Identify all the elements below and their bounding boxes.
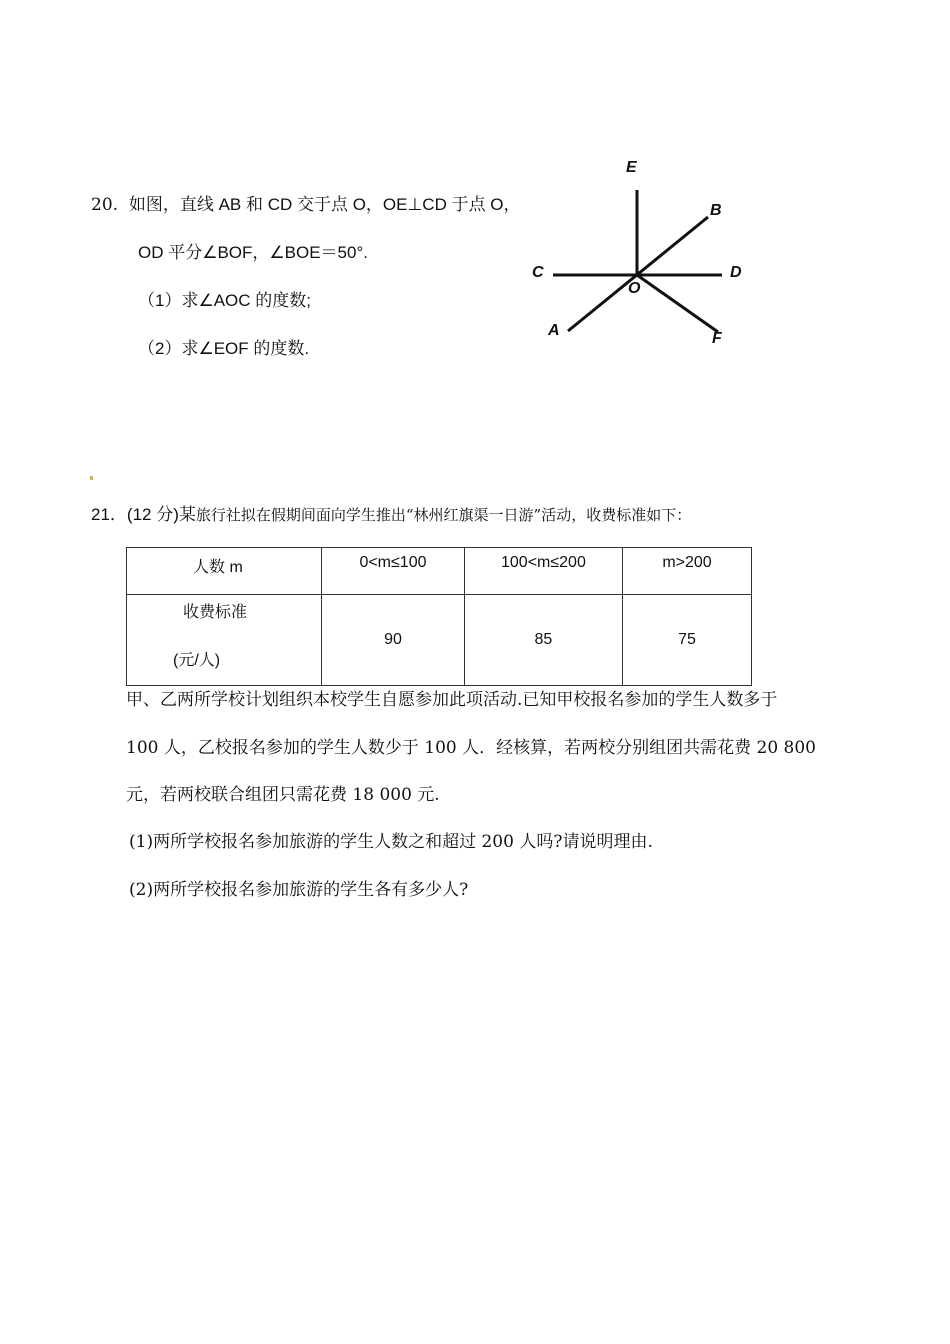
label-f: F xyxy=(712,330,722,347)
q21-question-1: (1)两所学校报名参加旅游的学生人数之和超过 200 人吗?请说明理由. xyxy=(129,832,653,852)
label-d: D xyxy=(730,264,742,281)
q20-line1 xyxy=(91,196,521,214)
label-b: B xyxy=(710,202,722,219)
q21-para-line1: 甲、乙两所学校计划组织本校学生自愿参加此项活动.已知甲校报名参加的学生人数多于 xyxy=(126,690,778,710)
header-cell-range2: 100<m≤200 xyxy=(464,548,622,595)
geometry-figure xyxy=(520,150,760,360)
label-e: E xyxy=(626,159,637,176)
q20-sub1 xyxy=(138,292,311,309)
q20-sub2-text: 求∠EOF 的度数. xyxy=(181,339,310,358)
row-label-2: (元/人) xyxy=(173,652,221,669)
q21-intro-head: 21．(12 分)某 xyxy=(91,505,196,524)
row-label-cell xyxy=(127,595,322,686)
q20-statement-1: 如图，直线 AB 和 CD 交于点 O，OE⊥CD 于点 O， xyxy=(128,195,521,214)
table-fee-row xyxy=(127,595,752,686)
table-header-row xyxy=(127,548,752,595)
q20-sub1-num: （1） xyxy=(138,291,182,310)
label-c: C xyxy=(532,264,544,281)
q20-number: 20. xyxy=(91,195,119,215)
q21-para-line3: 元，若两校联合组团只需花费 18 000 元. xyxy=(126,785,440,805)
row-label-1: 收费标准 xyxy=(183,604,248,621)
fee-cell-1: 90 xyxy=(322,595,465,686)
q20-sub2-num: （2） xyxy=(138,339,182,358)
fee-cell-3: 75 xyxy=(623,595,752,686)
header-cell-range3: m>200 xyxy=(623,548,752,595)
fee-cell-2: 85 xyxy=(464,595,622,686)
q21-question-2: (2)两所学校报名参加旅游的学生各有多少人? xyxy=(129,880,469,900)
fee-table xyxy=(126,547,752,686)
label-a: A xyxy=(548,322,560,339)
stray-mark xyxy=(90,476,93,480)
header-cell-range1: 0<m≤100 xyxy=(322,548,465,595)
ray-of xyxy=(637,275,718,332)
q21-para-line2: 100 人，乙校报名参加的学生人数少于 100 人．经核算，若两校分别组团共需花费 20 800 xyxy=(126,738,816,758)
q20-sub2 xyxy=(138,340,309,357)
header-cell-people: 人数 m xyxy=(127,548,322,595)
q21-intro xyxy=(91,506,691,524)
q21-intro-tail: 旅行社拟在假期间面向学生推出“林州红旗渠一日游”活动，收费标准如下： xyxy=(195,506,692,524)
q20-sub1-text: 求∠AOC 的度数; xyxy=(181,291,311,310)
label-o: O xyxy=(628,280,641,297)
q20-statement-2: OD 平分∠BOF，∠BOE＝50°. xyxy=(138,243,368,262)
